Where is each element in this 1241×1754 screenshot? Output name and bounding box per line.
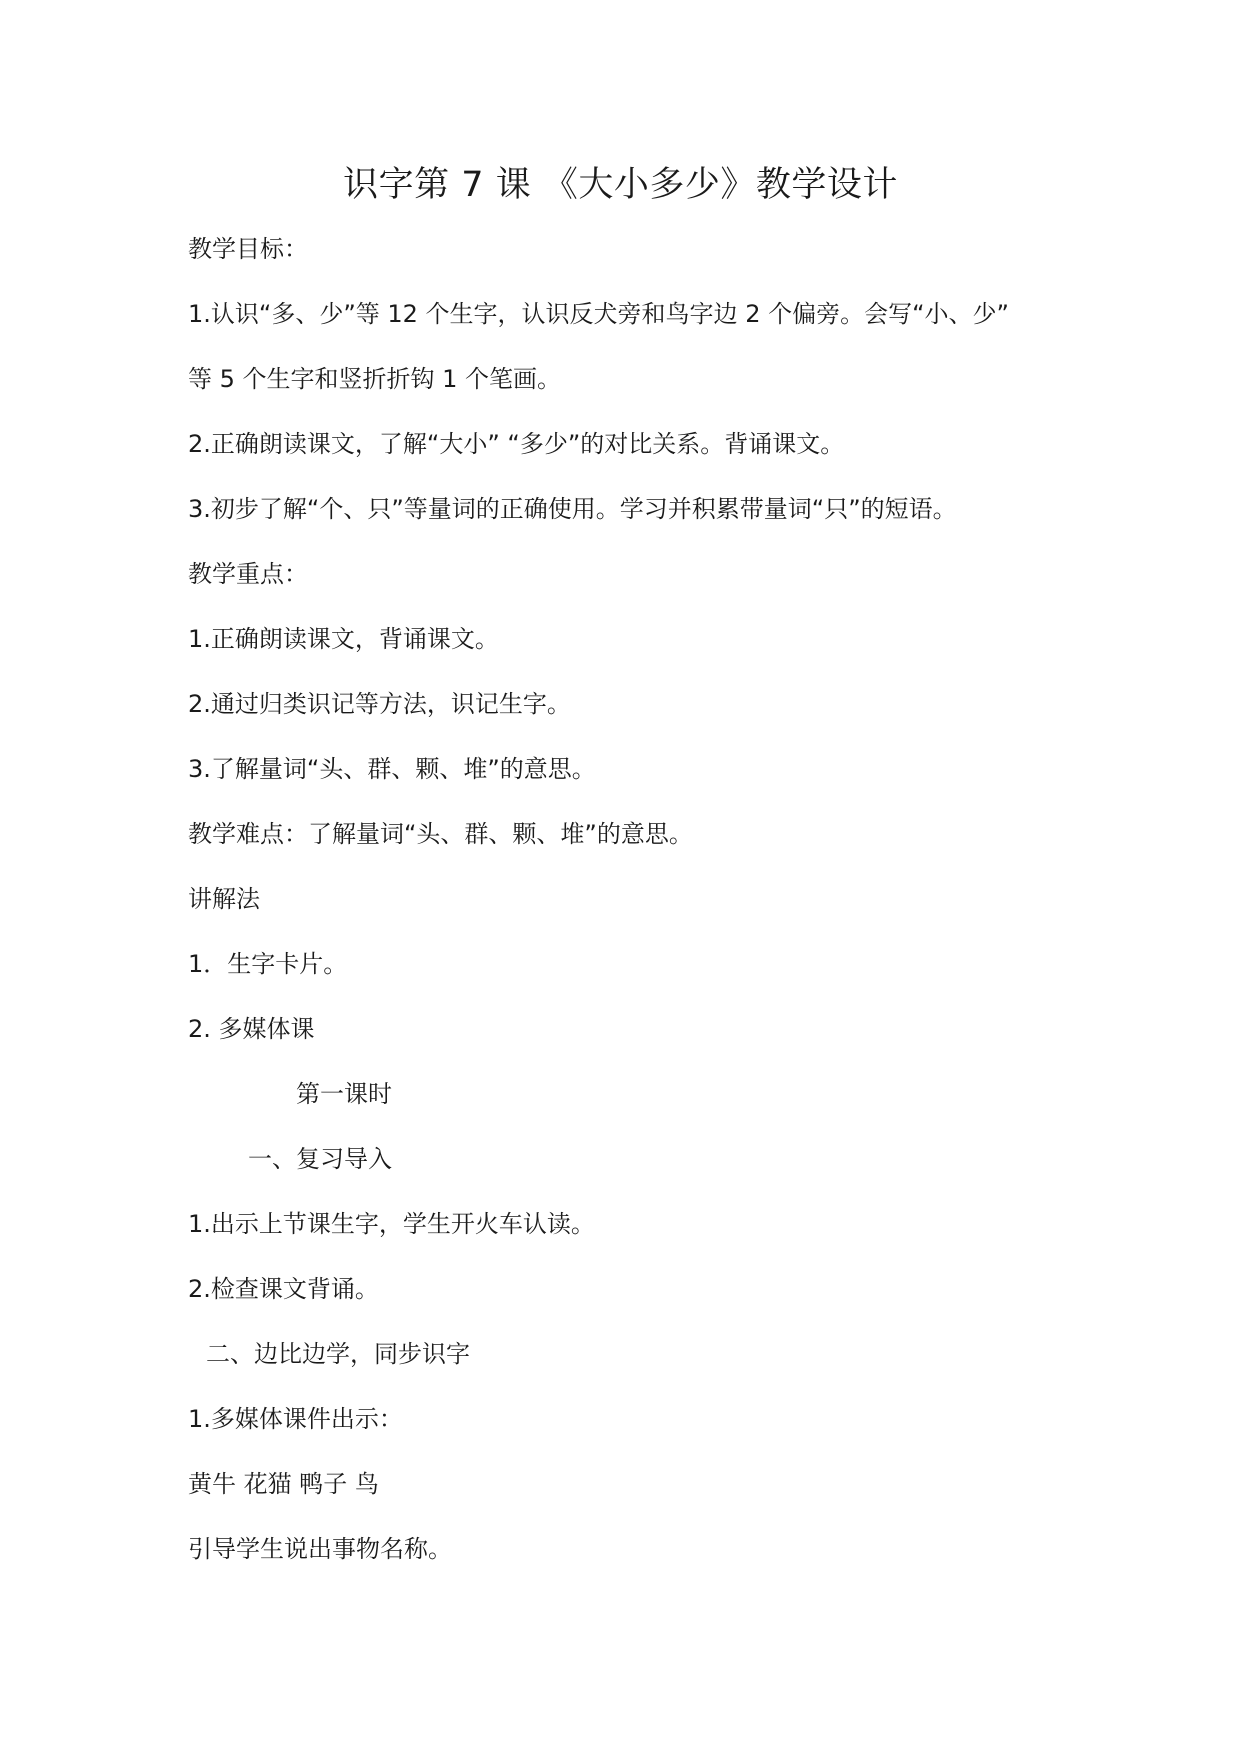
text-line: 引导学生说出事物名称。	[188, 1535, 452, 1563]
text-line: 教学目标：	[188, 235, 308, 263]
text-line: 教学重点：	[188, 560, 308, 588]
document-title: 识字第 7 课 《大小多少》教学设计	[343, 165, 898, 205]
text-line: 1．生字卡片。	[188, 950, 348, 978]
text-line: 3.了解量词“头、群、颗、堆”的意思。	[188, 755, 596, 783]
section-heading: 一、复习导入	[248, 1145, 392, 1173]
text-line: 1.认识“多、少”等 12 个生字，认识反犬旁和鸟字边 2 个偏旁。会写“小、少”	[188, 300, 1009, 328]
text-line: 等 5 个生字和竖折折钩 1 个笔画。	[188, 365, 562, 393]
text-line: 1.多媒体课件出示：	[188, 1405, 403, 1433]
text-line: 讲解法	[188, 885, 260, 913]
text-line: 1.正确朗读课文，背诵课文。	[188, 625, 499, 653]
text-line: 2.通过归类识记等方法，识记生字。	[188, 690, 571, 718]
section-heading: 第一课时	[296, 1080, 392, 1108]
text-line: 教学难点：了解量词“头、群、颗、堆”的意思。	[188, 820, 693, 848]
text-line: 2.正确朗读课文，了解“大小” “多少”的对比关系。背诵课文。	[188, 430, 845, 458]
text-line: 1.出示上节课生字，学生开火车认读。	[188, 1210, 595, 1238]
text-line: 2. 多媒体课	[188, 1015, 315, 1043]
text-line: 2.检查课文背诵。	[188, 1275, 379, 1303]
text-line: 3.初步了解“个、只”等量词的正确使用。学习并积累带量词“只”的短语。	[188, 495, 957, 523]
section-heading: 二、边比边学，同步识字	[206, 1340, 470, 1368]
text-line: 黄牛 花猫 鸭子 鸟	[188, 1470, 379, 1498]
